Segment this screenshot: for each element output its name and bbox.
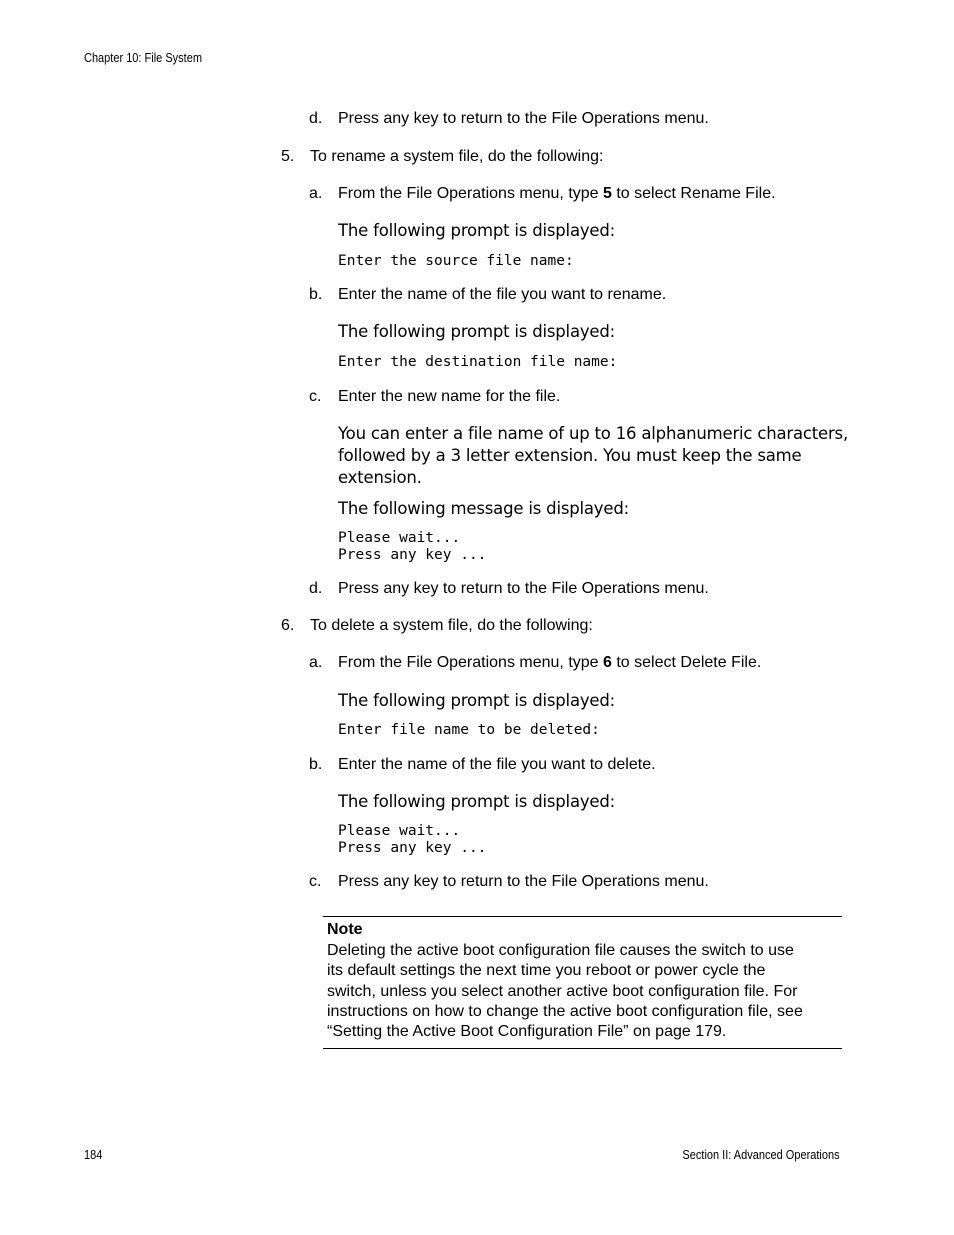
step-6c-letter: c. [309,873,322,890]
step-5b-letter: b. [309,286,323,303]
step-6b-text: Enter the name of the file you want to delete. [338,756,656,773]
step-5c-message-intro: The following message is displayed: [338,499,629,518]
note-title: Note [327,921,363,938]
step-5d-text: Press any key to return to the File Operations menu. [338,580,709,597]
step-5c-letter: c. [309,388,322,405]
running-header: Chapter 10: File System [84,51,203,65]
step-5c-paragraph-line-1: You can enter a file name of up to 16 alphanumeric characters, [338,424,848,443]
step-5-number: 5. [281,148,295,165]
step-4d-letter: d. [309,110,323,127]
step-5c-paragraph-line-3: extension. [338,468,422,487]
step-6a-prompt: Enter file name to be deleted: [338,722,600,738]
step-6a-text: From the File Operations menu, type 6 to select Delete File. [338,654,762,671]
step-6a-letter: a. [309,654,323,671]
step-5a-letter: a. [309,185,323,202]
running-footer-section: Section II: Advanced Operations [682,1148,840,1162]
step-5-text: To rename a system file, do the following: [310,148,604,165]
step-6-text: To delete a system file, do the following: [310,617,593,634]
step-5a-text: From the File Operations menu, type 5 to select Rename File. [338,185,776,202]
step-5b-prompt-intro: The following prompt is displayed: [338,322,616,341]
key-5: 5 [603,185,612,202]
step-6b-letter: b. [309,756,323,773]
step-6c-text: Press any key to return to the File Operations menu. [338,873,709,890]
step-4d-text: Press any key to return to the File Operations menu. [338,110,709,127]
key-6: 6 [603,654,612,671]
note-box [323,916,842,1049]
step-5b-prompt: Enter the destination file name: [338,354,618,370]
step-5b-text: Enter the name of the file you want to rename. [338,286,667,303]
step-5c-message: Please wait... Press any key ... [338,530,487,563]
step-6-number: 6. [281,617,295,634]
step-5a-prompt-intro: The following prompt is displayed: [338,221,616,240]
step-6a-prompt-intro: The following prompt is displayed: [338,691,616,710]
step-5c-paragraph-line-2: followed by a 3 letter extension. You must keep the same [338,446,802,465]
note-body: Deleting the active boot configuration file causes the switch to use its default settings the next time you reboot or power cycle the switch, unless you select another active boot configuration file. For instructions on how to change the active boot configuration file, see “Setting the Active Boot Configuration File” on page 179. [327,942,803,1041]
step-6b-prompt-intro: The following prompt is displayed: [338,792,616,811]
step-5d-letter: d. [309,580,323,597]
page-number: 184 [84,1148,103,1162]
step-5c-text: Enter the new name for the file. [338,388,561,405]
step-6b-prompt: Please wait... Press any key ... [338,823,487,856]
step-5a-prompt: Enter the source file name: [338,253,574,269]
